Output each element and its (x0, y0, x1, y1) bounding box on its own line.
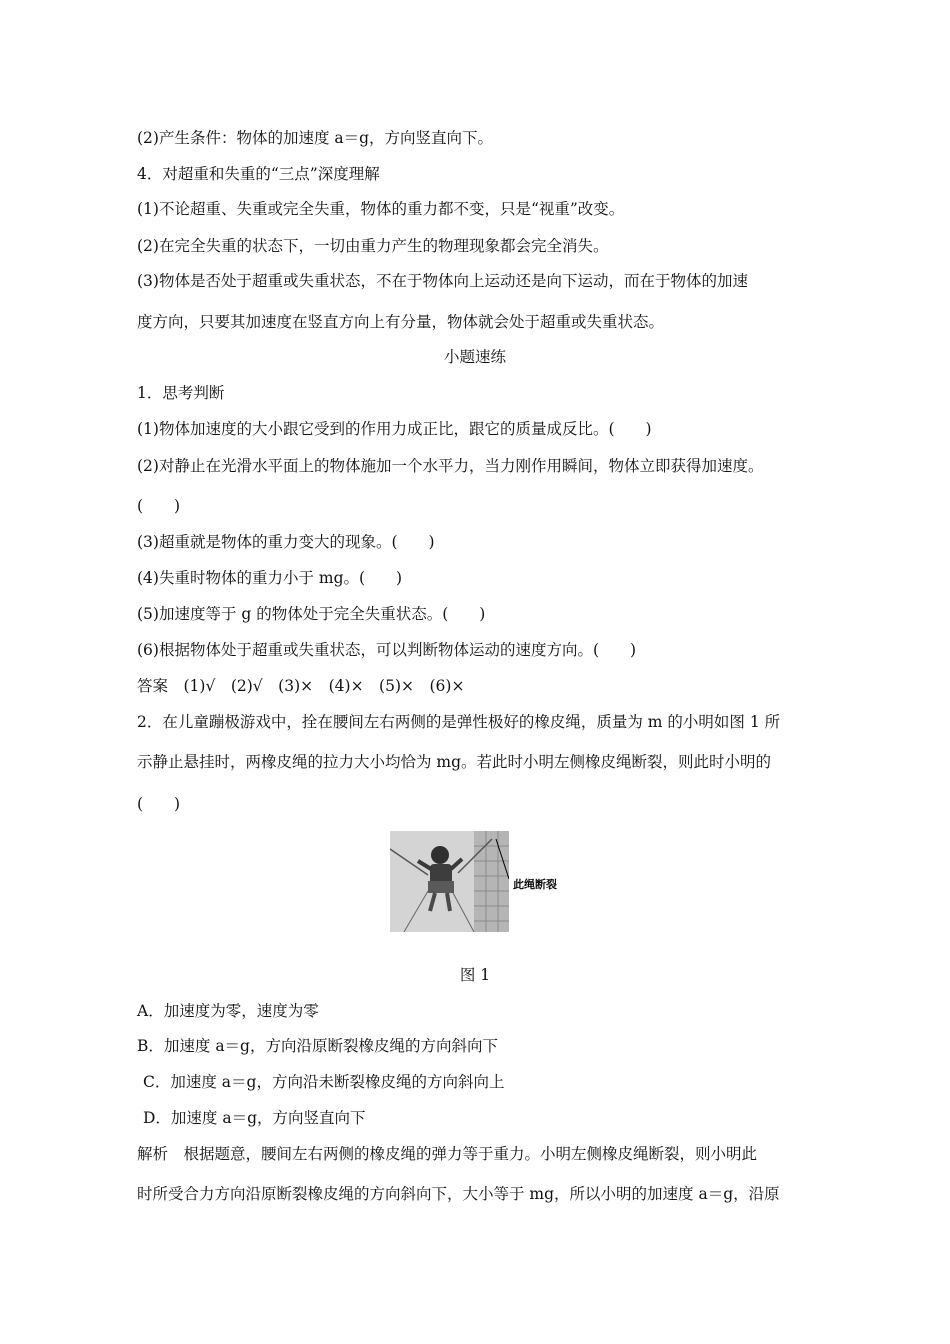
option-a: A．加速度为零，速度为零 (137, 1002, 319, 1020)
option-b: B．加速度 a＝g，方向沿原断裂橡皮绳的方向斜向下 (137, 1037, 498, 1055)
line-17: 2．在儿童蹦极游戏中，拴在腰间左右两侧的是弹性极好的橡皮绳，质量为 m 的小明如图 1 所 (137, 713, 781, 731)
figure-caption: 图 1 (459, 966, 491, 984)
line-15: (6)根据物体处于超重或失重状态，可以判断物体运动的速度方向。( ) (137, 641, 637, 659)
section-title: 小题速练 (443, 348, 506, 366)
child-head (431, 846, 449, 864)
figure-photo (390, 831, 509, 932)
harness (428, 881, 454, 893)
line-11: ( ) (137, 497, 181, 515)
line-2: 4．对超重和失重的“三点”深度理解 (137, 165, 380, 183)
analysis-line-2: 时所受合力方向沿原断裂橡皮绳的方向斜向下，大小等于 mg，所以小明的加速度 a＝g，沿原 (137, 1185, 780, 1203)
line-8: 1．思考判断 (137, 384, 225, 402)
line-18: 示静止悬挂时，两橡皮绳的拉力大小均恰为 mg。若此时小明左侧橡皮绳断裂，则此时小明的 (137, 753, 772, 771)
line-1: (2)产生条件：物体的加速度 a＝g，方向竖直向下。 (137, 129, 494, 147)
line-13: (4)失重时物体的重力小于 mg。( ) (137, 569, 403, 587)
line-14: (5)加速度等于 g 的物体处于完全失重状态。( ) (137, 605, 486, 623)
line-16: 答案 (1)√ (2)√ (3)× (4)× (5)× (6)× (137, 677, 465, 695)
option-c: C．加速度 a＝g，方向沿未断裂橡皮绳的方向斜向上 (143, 1073, 505, 1091)
line-10: (2)对静止在光滑水平面上的物体施加一个水平力，当力刚作用瞬间，物体立即获得加速度。 (137, 457, 764, 475)
line-12: (3)超重就是物体的重力变大的现象。( ) (137, 533, 435, 551)
line-3: (1)不论超重、失重或完全失重，物体的重力都不变，只是“视重”改变。 (137, 200, 625, 218)
option-d: D．加速度 a＝g，方向竖直向下 (143, 1109, 366, 1127)
line-6: 度方向，只要其加速度在竖直方向上有分量，物体就会处于超重或失重状态。 (137, 313, 665, 331)
line-9: (1)物体加速度的大小跟它受到的作用力成正比，跟它的质量成反比。( ) (137, 420, 652, 438)
figure-callout: 此绳断裂 (513, 878, 557, 891)
line-19: ( ) (137, 795, 181, 813)
analysis-line-1: 解析 根据题意，腰间左右两侧的橡皮绳的弹力等于重力。小明左侧橡皮绳断裂，则小明此 (137, 1145, 758, 1163)
bungee-photo-illustration (390, 831, 509, 932)
line-5: (3)物体是否处于超重或失重状态，不在于物体向上运动还是向下运动，而在于物体的加速 (137, 272, 748, 290)
line-4: (2)在完全失重的状态下，一切由重力产生的物理现象都会完全消失。 (137, 237, 609, 255)
